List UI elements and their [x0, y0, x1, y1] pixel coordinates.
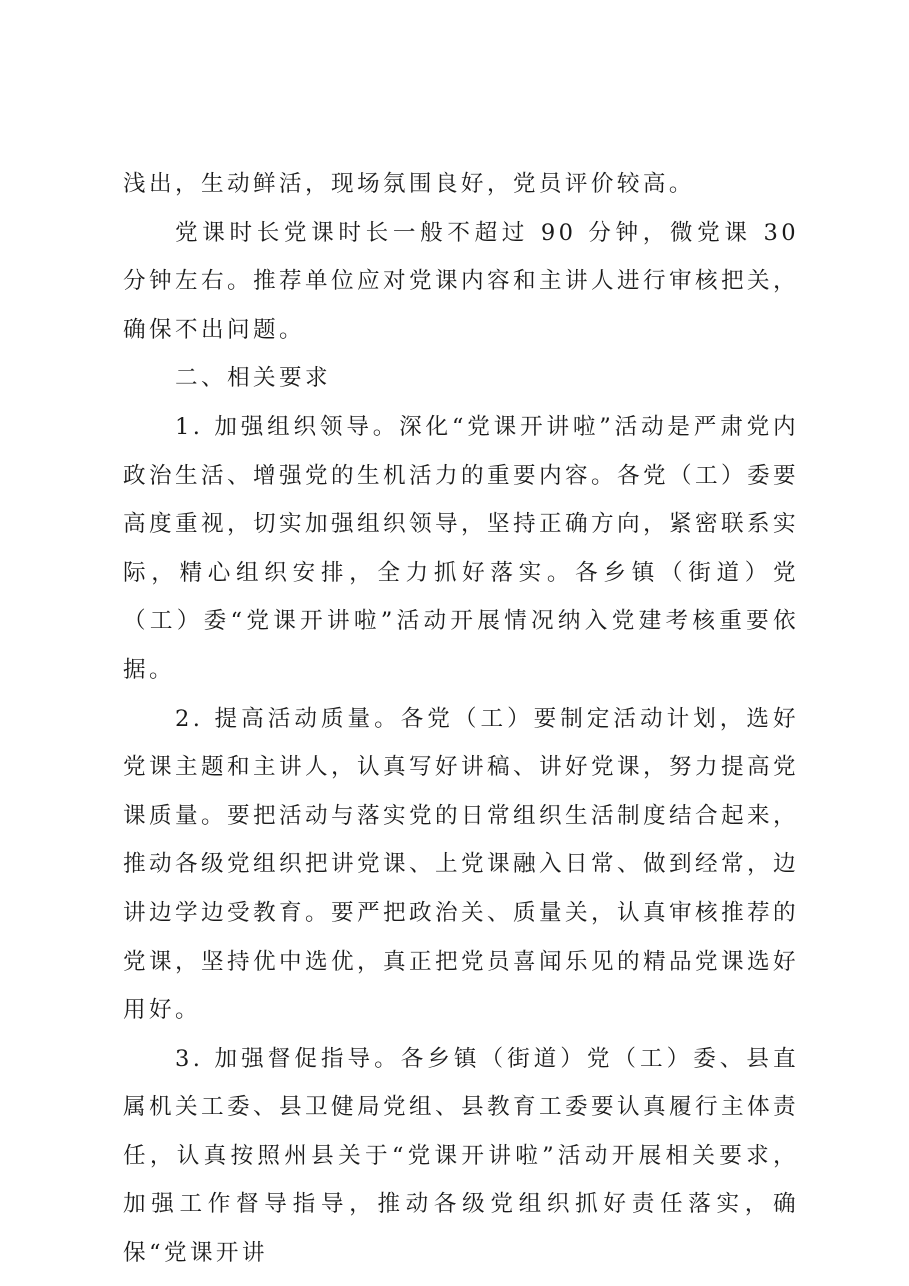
paragraph-item-3: 3. 加强督促指导。各乡镇（街道）党（工）委、县直属机关工委、县卫健局党组、县教育工委要认真履行主体责任，认真按照州县关于“党课开讲啦”活动开展相关要求，加强工作督导指导，推动各级党组织抓好责任落实，确保“党课开讲	[123, 1045, 799, 1267]
document-body	[123, 160, 799, 1278]
paragraph-continuation: 浅出，生动鲜活，现场氛围良好，党员评价较高。	[123, 171, 695, 197]
paragraph-item-1: 1. 加强组织领导。深化“党课开讲啦”活动是严肃党内政治生活、增强党的生机活力的重要内容。各党（工）委要高度重视，切实加强组织领导，坚持正确方向，紧密联系实际，精心组织安排，全力抓好落实。各乡镇（街道）党（工）委“党课开讲啦”活动开展情况纳入党建考核重要依据。	[123, 413, 799, 683]
paragraph-item-2: 2. 提高活动质量。各党（工）要制定活动计划，选好党课主题和主讲人，认真写好讲稿、讲好党课，努力提高党课质量。要把活动与落实党的日常组织生活制度结合起来，推动各级党组织把讲党课、上党课融入日常、做到经常，边讲边学边受教育。要严把政治关、质量关，认真审核推荐的党课，坚持优中选优，真正把党员喜闻乐见的精品党课选好用好。	[123, 705, 799, 1024]
paragraph-duration: 党课时长党课时长一般不超过 90 分钟，微党课 30 分钟左右。推荐单位应对党课内容和主讲人进行审核把关，确保不出问题。	[123, 219, 799, 343]
section-heading: 二、相关要求	[175, 365, 331, 392]
